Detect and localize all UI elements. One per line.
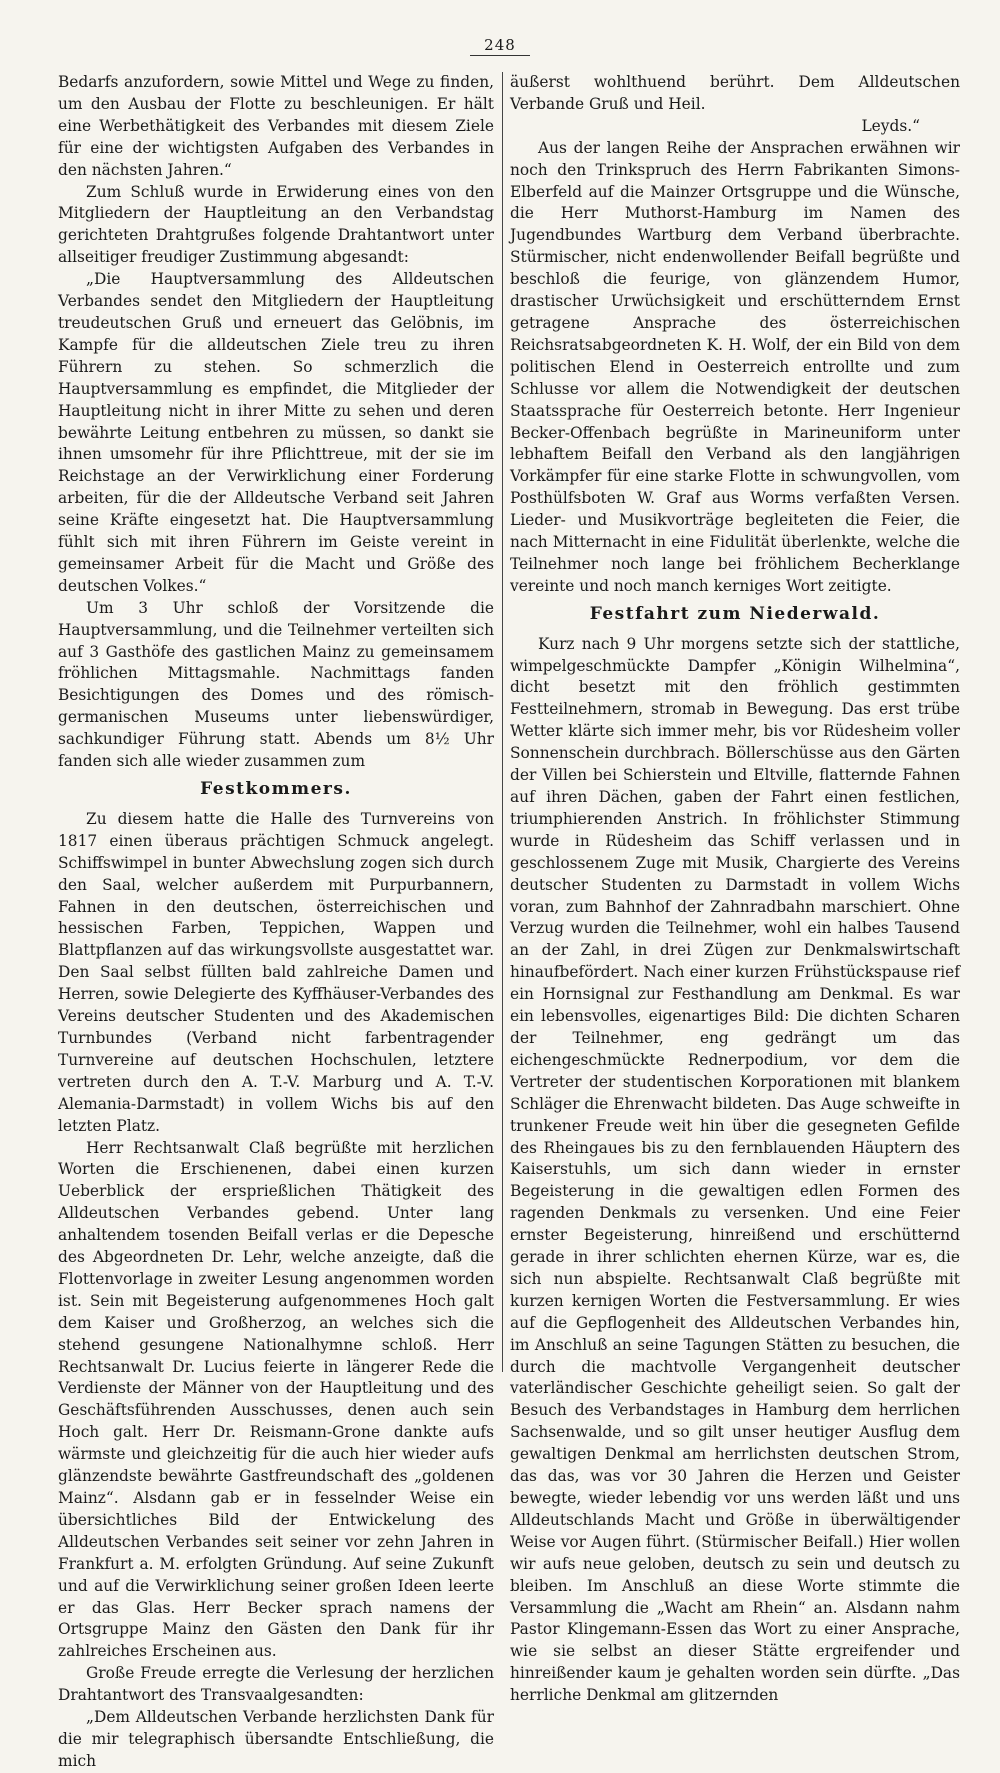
left-column xyxy=(58,72,494,1773)
left-paragraph-4: Um 3 Uhr schloß der Vorsitzende die Hauptversammlung, und die Teilnehmer verteilten sich auf 3 Gasthöfe des gastlichen Mainz zu gemeinsamem fröhlichen Mittagsmahle. Nachmittags fanden Besichtigungen des Domes und des römisch-germanischen Museums unter liebenswürdiger, sachkundiger Führung statt. Abends um 8½ Uhr fanden sich alle wieder zusammen zum xyxy=(58,598,494,771)
left-paragraph-5: Zu diesem hatte die Halle des Turnvereins von 1817 einen überaus prächtigen Schmuck angelegt. Schiffswimpel in bunter Abwechslung zogen sich durch den Saal, welcher außerdem mit Purpurbannern, Fahnen in den deutschen, österreichischen und hessischen Farben, Teppichen, Wappen und Blattpflanzen auf das wirkungsvollste ausgestattet war. Den Saal selbst füllten bald zahlreiche Damen und Herren, sowie Delegierte des Kyffhäuser-Verbandes des Vereins deutscher Studenten und des Akademischen Turnbundes (Verband nicht farbentragender Turnvereine auf deutschen Hochschulen, letztere vertreten durch den A. T.-V. Marburg und A. T.-V. Alemania-Darmstadt) in vollem Wichs bis auf den letzten Platz. xyxy=(58,809,494,1135)
left-paragraph-1: Bedarfs anzufordern, sowie Mittel und Wege zu finden, um den Ausbau der Flotte zu beschleunigen. Er hält eine Werbethätigkeit des Verbandes mit diesem Ziele für eine der wichtigsten Aufgaben des Verbandes in den nächsten Jahren.“ xyxy=(58,73,494,179)
left-paragraph-2: Zum Schluß wurde in Erwiderung eines von den Mitgliedern der Hauptleitung an den Verbandstag gerichteten Drahtgrußes folgende Drahtantwort unter allseitiger freudiger Zustimmung abgesandt: xyxy=(58,182,494,267)
right-paragraph-3: Kurz nach 9 Uhr morgens setzte sich der stattliche, wimpelgeschmückte Dampfer „Königin Wilhelmina“, dicht besetzt mit den fröhlich gestimmten Festteilnehmern, stromab in Bewegung. Das erst trübe Wetter klärte sich immer mehr, bis vor Rüdesheim voller Sonnenschein durchbrach. Böllerschüsse aus den Gärten der Villen bei Schierstein und Eltville, flatternde Fahnen auf ihren Dächen, gaben der Fahrt einen festlichen, triumphierenden Anstrich. In fröhlichster Stimmung wurde in Rüdesheim das Schiff verlassen und in geschlossenem Zuge mit Musik, Chargierte des Vereins deutscher Studenten zu Darmstadt in vollem Wichs voran, zum Bahnhof der Zahnradbahn marschiert. Ohne Verzug wurden die Teilnehmer, wohl ein halbes Tausend an der Zahl, in drei Zügen zur Denkmalswirtschaft hinaufbefördert. Nach einer kurzen Frühstückspause rief ein Hornsignal zur Festhandlung am Denkmal. Es war ein lebensvolles, eigenartiges Bild: Die dichten Scharen der Teilnehmer, eng gedrängt um das eichengeschmückte Rednerpodium, vor dem die Vertreter der studentischen Korporationen mit blankem Schläger die Ehrenwacht bildeten. Das Auge schweifte in trunkener Freude weit hin über die gesegneten Gefilde des Rheingaues bis zu den fernblauenden Häuptern des Kaiserstuhls, um sich dann wieder in ernster Begeisterung in die gewaltigen edlen Formen des ragenden Denkmals zu versenken. Und eine Feier ernster Begeisterung, hinreißend und erschütternd gerade in ihrer schlichten ehernen Kürze, war es, die sich nun abspielte. Rechtsanwalt Claß begrüßte mit kurzen kernigen Worten die Festversammlung. Er wies auf die Gepflogenheit des Alldeutschen Verbandes hin, im Anschluß an seine Tagungen Stätten zu besuchen, die durch die machtvolle Vergangenheit deutscher vaterländischer Geschichte geheiligt seien. So galt der Besuch des Verbandstages in Hamburg dem herrlichen Sachsenwalde, und so gilt unser heutiger Ausflug dem gewaltigen Denkmal am herrlichsten deutschen Strom, das das, was vor 30 Jahren die Herzen und Geister bewegte, wieder lebendig vor uns werden läßt und uns Alldeutschlands Macht und Größe in überwältigender Weise vor Augen führt. (Stürmischer Beifall.) Hier wollen wir aufs neue geloben, deutsch zu sein und deutsch zu bleiben. Im Anschluß an diese Worte stimmte die Versammlung die „Wacht am Rhein“ an. Alsdann nahm Pastor Klingemann-Essen das Wort zu einer Ansprache, wie sie selbst an dieser Stätte ergreifender und hinreißender kaum je gehalten worden sein dürfte. „Das herrliche Denkmal am glitzernden xyxy=(510,634,960,1705)
section-heading-festkommers: Festkommers. xyxy=(200,779,352,799)
column-divider xyxy=(502,72,503,1372)
section-heading-festfahrt: Festfahrt zum Niederwald. xyxy=(589,603,881,624)
left-paragraph-8: „Dem Alldeutschen Verbande herzlichsten Dank für die mir telegraphisch übersandte Entschließung, die mich xyxy=(58,1708,494,1770)
page-number: 248 xyxy=(484,36,516,54)
left-paragraph-7: Große Freude erregte die Verlesung der herzlichen Drahtantwort des Transvaalgesandten: xyxy=(58,1664,494,1705)
left-paragraph-6: Herr Rechtsanwalt Claß begrüßte mit herzlichen Worten die Erschienenen, dabei einen kurzen Ueberblick der ersprießlichen Thätigkeit des Alldeutschen Verbandes gebend. Unter lang anhaltendem tosenden Beifall verlas er die Depesche des Abgeordneten Dr. Lehr, welche anzeigte, daß die Flottenvorlage in zweiter Lesung angenommen worden ist. Sein mit Begeisterung aufgenommenes Hoch galt dem Kaiser und Großherzog, an welches sich die stehend gesungene Nationalhymne schloß. Herr Rechtsanwalt Dr. Lucius feierte in längerer Rede die Verdienste der Männer von der Hauptleitung und des Geschäftsführenden Ausschusses, denen auch sein Hoch galt. Herr Dr. Reismann-Grone dankte aufs wärmste und gleichzeitig für die auch hier wieder aufs glänzendste bewährte Gastfreundschaft des „goldenen Mainz“. Alsdann gab er in fesselnder Weise ein übersichtliches Bild der Entwickelung des Alldeutschen Verbandes seit seiner vor zehn Jahren in Frankfurt a. M. erfolgten Gründung. Auf seine Zukunft und auf die Verwirklichung seiner großen Ideen leerte er das Glas. Herr Becker sprach namens der Ortsgruppe Mainz den Gästen den Dank für ihr zahlreiches Erscheinen aus. xyxy=(58,1138,494,1661)
page-number-rule xyxy=(470,55,530,56)
left-paragraph-3: „Die Hauptversammlung des Alldeutschen Verbandes sendet den Mitgliedern der Hauptleitung treudeutschen Gruß und erneuert das Gelöbnis, im Kampfe für die alldeutschen Ziele treu zu ihren Führern zu stehen. So schmerzlich die Hauptversammlung es empfindet, die Mitglieder der Hauptleitung nicht in ihrer Mitte zu sehen und deren bewährte Leitung entbehren zu müssen, so dankt sie ihnen umsomehr für ihre Pflichttreue, mit der sie im Reichstage an der Verwirklichung einer Forderung arbeiten, für die der Alldeutsche Verband seit Jahren seine Kräfte eingesetzt hat. Die Hauptversammlung fühlt sich mit ihren Führern im Geiste vereint in gemeinsamer Arbeit für die Macht und Größe des deutschen Volkes.“ xyxy=(58,270,494,595)
signature-leyds: Leyds.“ xyxy=(861,116,920,135)
right-paragraph-2: Aus der langen Reihe der Ansprachen erwähnen wir noch den Trinkspruch des Herrn Fabrikanten Simons-Elberfeld auf die Mainzer Ortsgruppe und die Wünsche, die Herr Muthorst-Hamburg im Namen des Jugendbundes Wartburg dem Verband überbrachte. Stürmischer, nicht endenwollender Beifall begrüßte und beschloß die feurige, von glänzendem Humor, drastischer Urwüchsigkeit und erschütterndem Ernst getragene Ansprache des österreichischen Reichsratsabgeordneten K. H. Wolf, der ein Bild von dem politischen Elend in Oesterreich entrollte und zum Schlusse vor allem die Notwendigkeit der deutschen Staatssprache für Oesterreich betonte. Herr Ingenieur Becker-Offenbach begrüßte in Marineuniform unter lebhaftem Beifall den Verband als den langjährigen Vorkämpfer für eine starke Flotte in schwungvollen, vom Posthülfsboten W. Graf aus Worms verfaßten Versen. Lieder- und Musikvorträge begleiteten die Feier, die nach Mitternacht in eine Fidulität überlenkte, welche die Teilnehmer noch lange bei fröhlichem Becherklange vereinte und noch manch kerniges Wort zeitigte. xyxy=(510,138,960,595)
right-column xyxy=(510,72,960,1707)
right-paragraph-1: äußerst wohlthuend berührt. Dem Alldeutschen Verbande Gruß und Heil. xyxy=(510,73,960,113)
